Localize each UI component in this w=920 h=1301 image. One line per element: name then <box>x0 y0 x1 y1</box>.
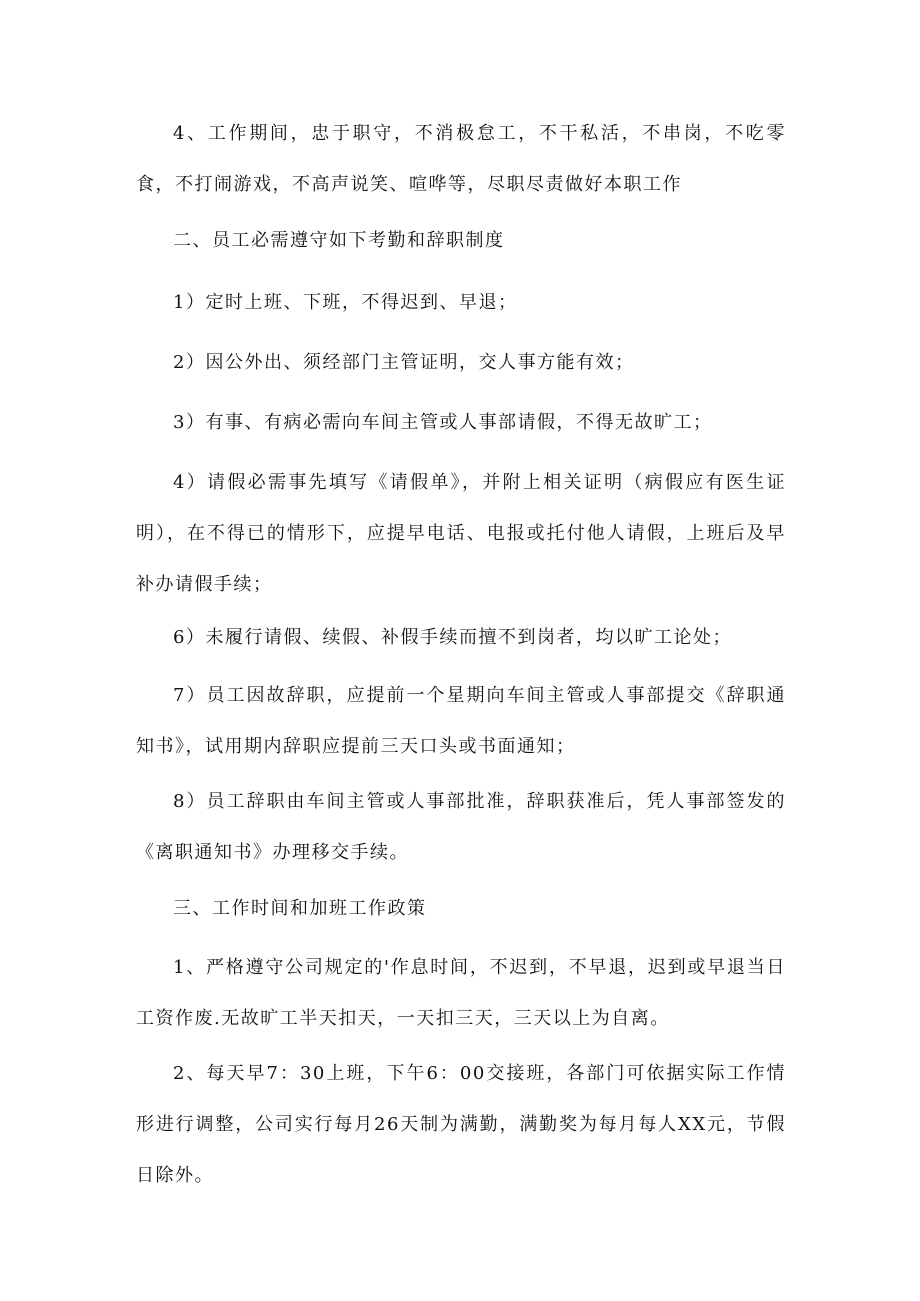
paragraph-attendance-6: 6）未履行请假、续假、补假手续而擅不到岗者，均以旷工论处； <box>173 627 732 648</box>
paragraph-attendance-1: 1）定时上班、下班，不得迟到、早退； <box>173 292 518 313</box>
paragraph-attendance-4: 4）请假必需事先填写《请假单》，并附上相关证明（病假应有医生证明），在不得已的情形下，应提早电话、电报或托付他人请假，上班后及早补办请假手续； <box>136 472 786 595</box>
paragraph-attendance-3: 3）有事、有病必需向车间主管或人事部请假，不得无故旷工； <box>173 412 713 433</box>
paragraph-working-hours-1: 1、严格遵守公司规定的'作息时间，不迟到，不早退，迟到或早退当日工资作废.无故旷工半天扣天，一天扣三天，三天以上为自离。 <box>136 957 786 1029</box>
paragraph-working-hours-2: 2、每天早7：30上班，下午6：00交接班，各部门可依据实际工作情形进行调整，公司实行每月26天制为满勤，满勤奖为每月每人XX元，节假日除外。 <box>136 1063 786 1186</box>
section-heading-working-hours: 三、工作时间和加班工作政策 <box>173 898 427 919</box>
paragraph-attendance-8: 8）员工辞职由车间主管或人事部批准，辞职获准后，凭人事部签发的《离职通知书》办理移交手续。 <box>136 791 786 863</box>
section-heading-attendance: 二、员工必需遵守如下考勤和辞职制度 <box>173 230 505 251</box>
paragraph-attendance-2: 2）因公外出、须经部门主管证明，交人事方能有效； <box>173 352 635 373</box>
paragraph-attendance-7: 7）员工因故辞职，应提前一个星期向车间主管或人事部提交《辞职通知书》，试用期内辞职应提前三天口头或书面通知； <box>136 685 786 757</box>
paragraph-work-discipline: 4、工作期间，忠于职守，不消极怠工，不干私活，不串岗，不吃零食，不打闹游戏，不高声说笑、喧哗等，尽职尽责做好本职工作 <box>136 123 786 195</box>
